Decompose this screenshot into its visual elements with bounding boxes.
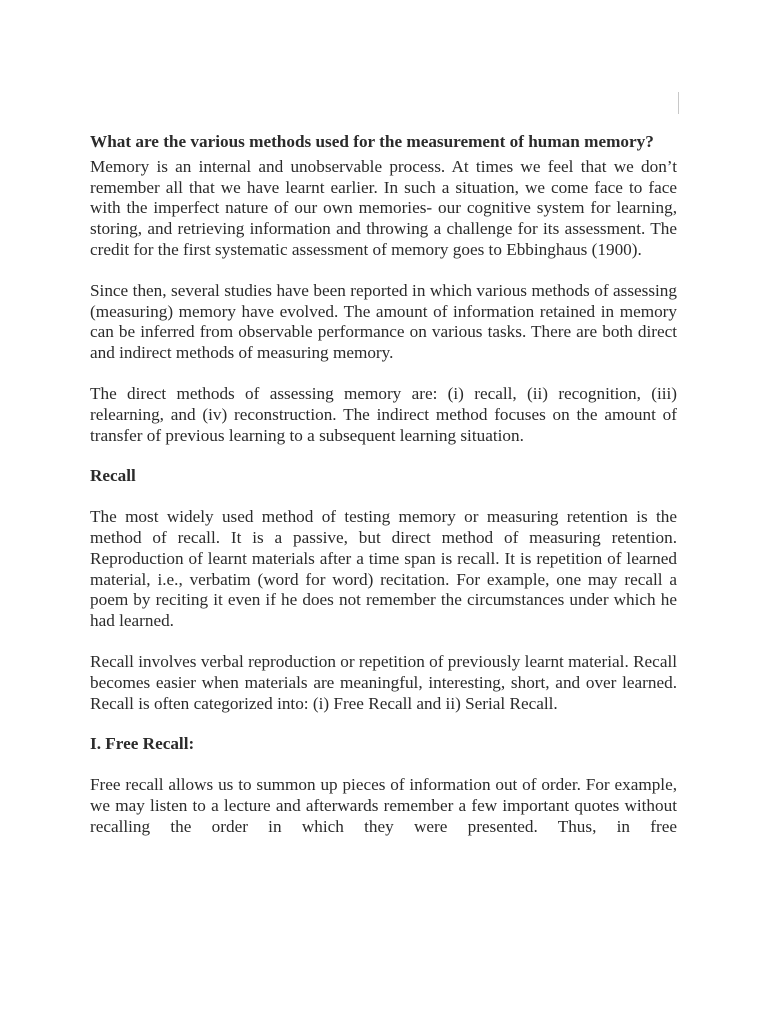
paragraph-direct-methods: The direct methods of assessing memory are: (i) recall, (ii) recognition, (iii) relearning, and (iv) reconstruction. The indirect method focuses on the amount of transfer of previous learning to a subsequent learning situation. [90,383,677,445]
paragraph-free-recall: Free recall allows us to summon up pieces of information out of order. For example, we may listen to a lecture and afterwards remember a few important quotes without recalling the order in which they were presented. Thus, in free [90,775,677,836]
paragraph-recall-categories: Recall involves verbal reproduction or repetition of previously learnt material. Recall becomes easier when materials are meaningful, interesting, short, and over learned. Recall is often categorized into: (i) Free Recall and ii) Serial Recall. [90,651,677,713]
recall-heading: Recall [90,466,136,486]
free-recall-heading: I. Free Recall: [90,734,195,754]
paragraph-memory-intro: Memory is an internal and unobservable process. At times we feel that we don’t remember all that we have learnt earlier. In such a situation, we come face to face with the imperfect nature of our own memories- our cognitive system for learning, storing, and retrieving information and throwing a challenge for its assessment. The credit for the first systematic assessment of memory goes to Ebbinghaus (1900). [90,156,677,259]
text-cursor [678,92,679,114]
paragraph-studies: Since then, several studies have been reported in which various methods of assessing (measuring) memory have evolved. The amount of information retained in memory can be inferred from observable performance on various tasks. There are both direct and indirect methods of measuring memory. [90,280,677,363]
document-title: What are the various methods used for the measurement of human memory? [90,132,654,151]
document-body [90,132,677,858]
paragraph-recall-definition: The most widely used method of testing memory or measuring retention is the method of recall. It is a passive, but direct method of measuring retention. Reproduction of learnt materials after a time span is recall. It is repetition of learned material, i.e., verbatim (word for word) recitation. For example, one may recall a poem by reciting it even if he does not remember the circumstances under which he had learned. [90,507,677,631]
